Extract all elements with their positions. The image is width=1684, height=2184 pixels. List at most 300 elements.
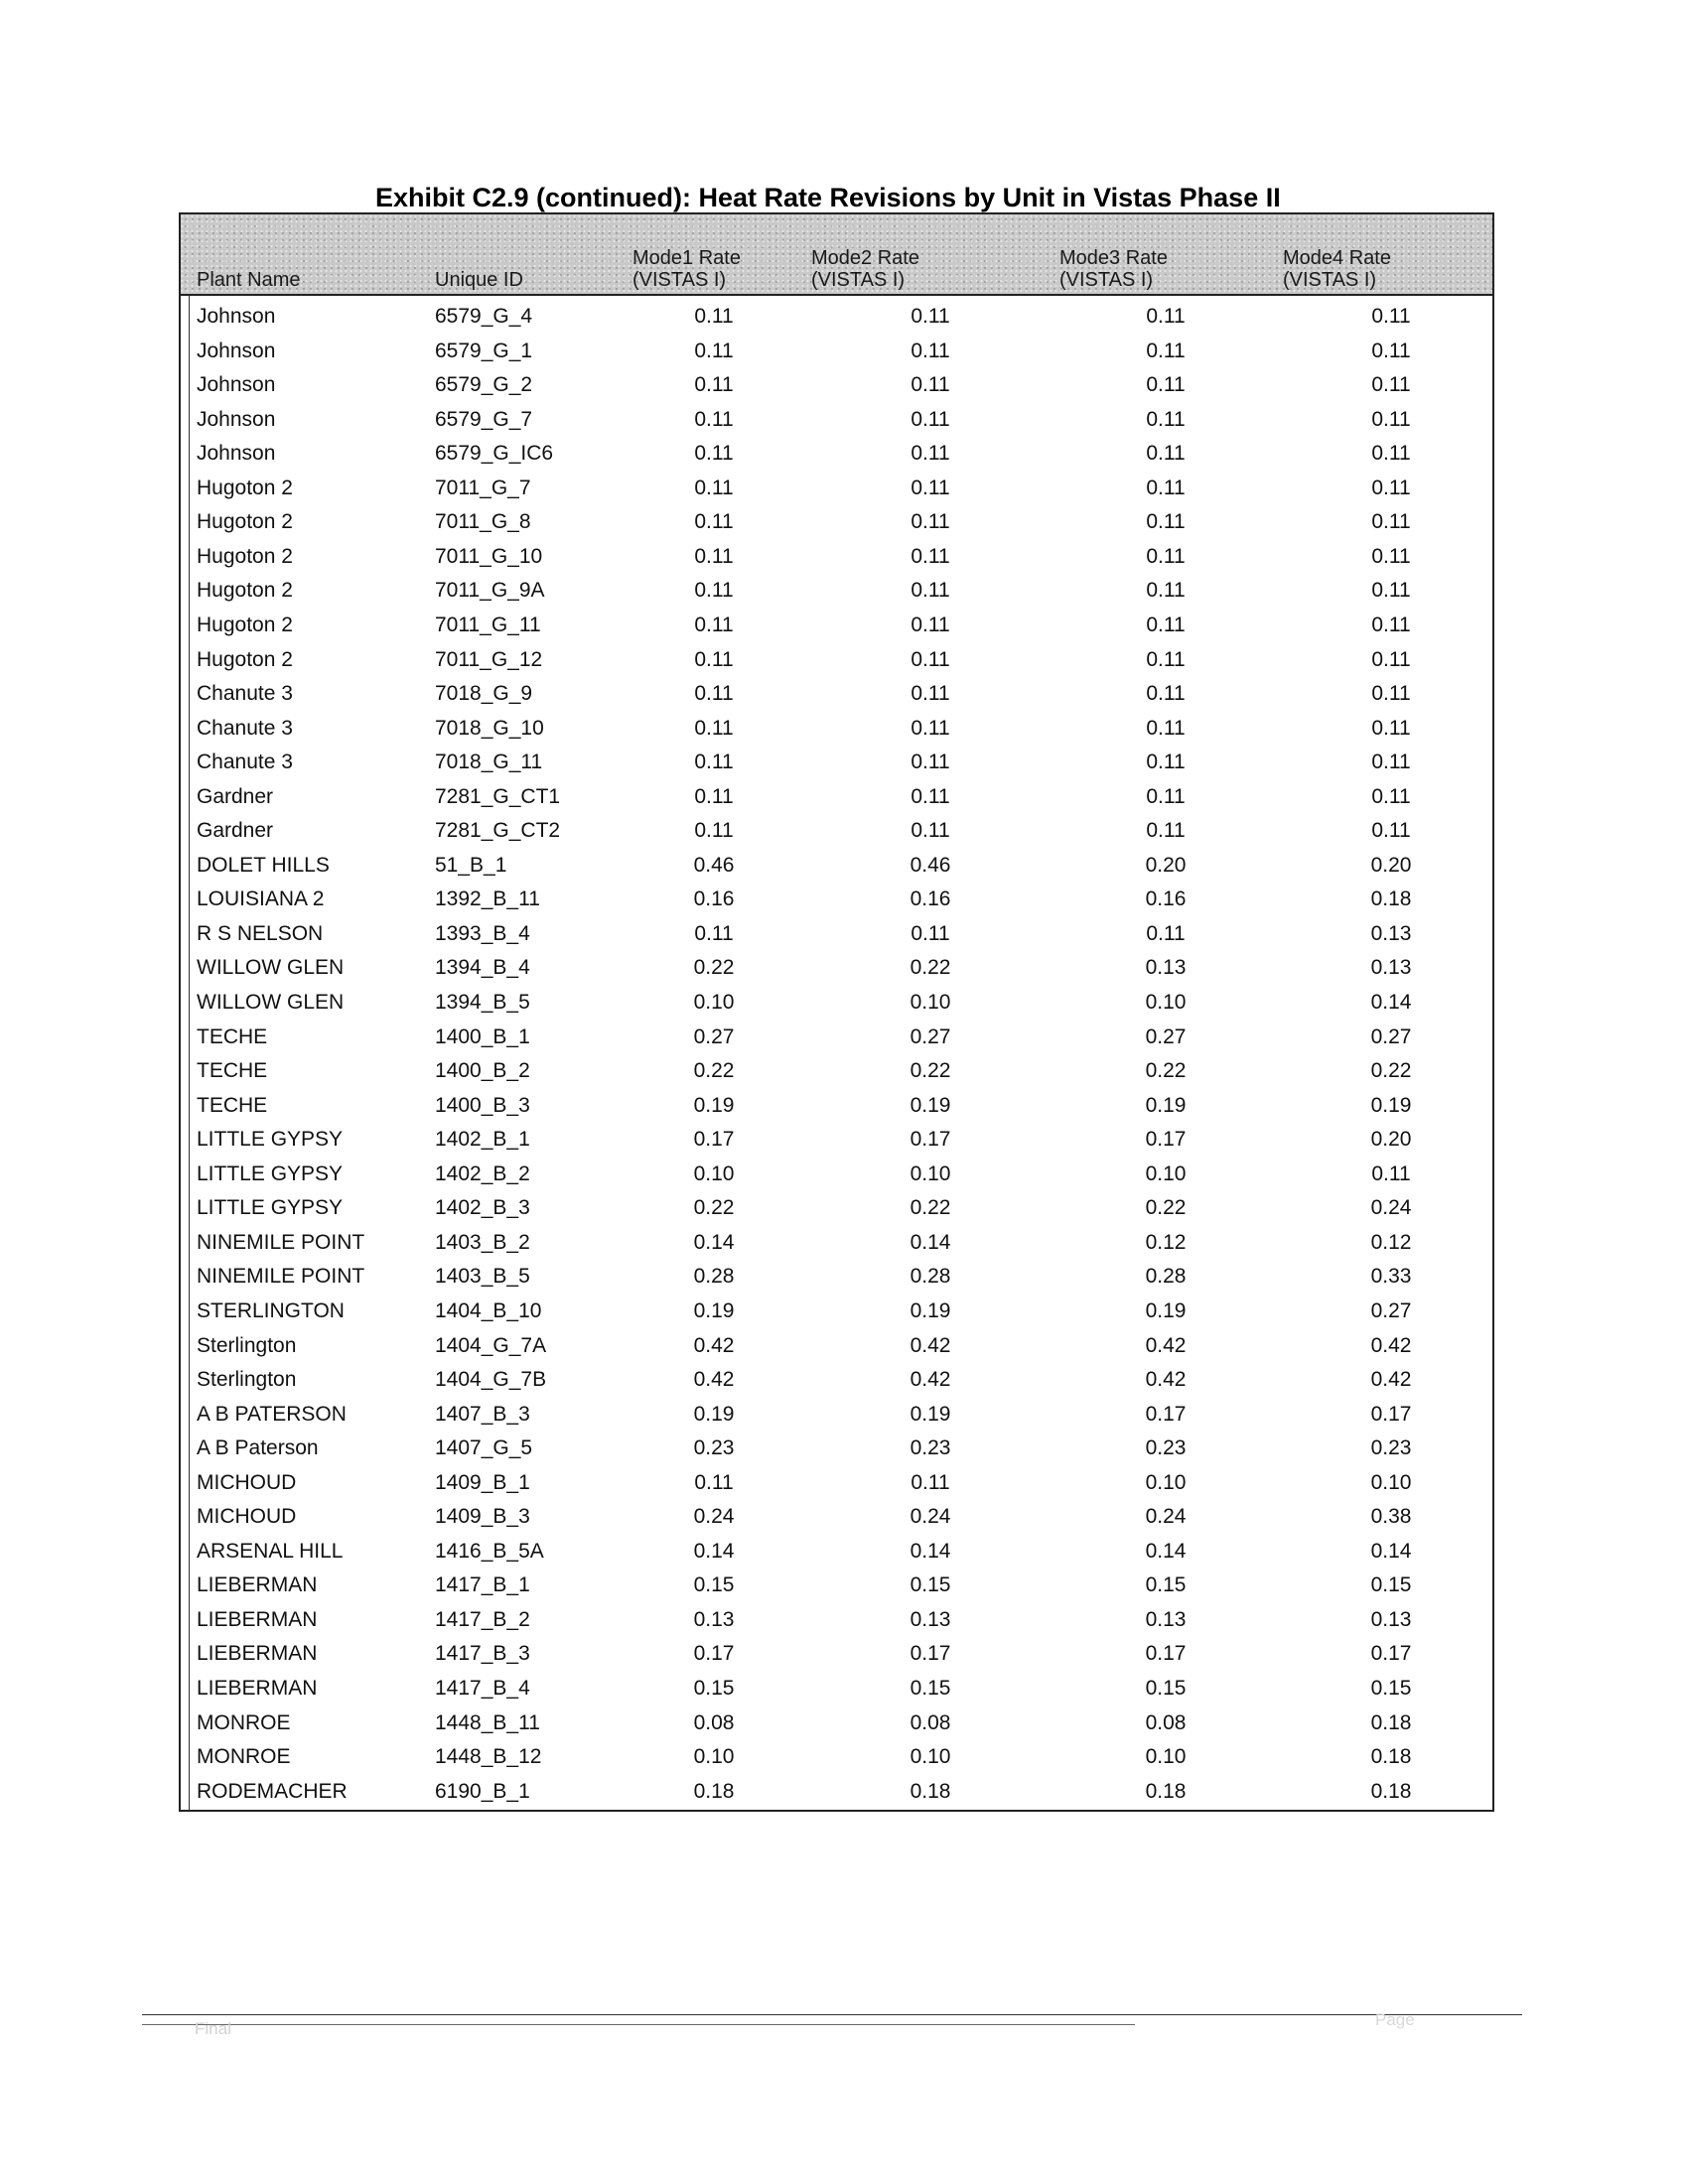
table-header	[181, 214, 1492, 296]
header-mode4-line2: (VISTAS I)	[1283, 269, 1377, 291]
cell-plant-name: LITTLE GYPSY	[197, 1196, 344, 1220]
cell-plant-name: Chanute 3	[197, 682, 293, 706]
cell-mode2-rate: 0.17	[910, 1128, 951, 1152]
cell-unique-id: 1404_G_7A	[435, 1333, 547, 1357]
cell-plant-name: MONROE	[197, 1710, 291, 1734]
cell-mode2-rate: 0.08	[910, 1710, 951, 1734]
cell-unique-id: 51_B_1	[435, 853, 507, 877]
cell-mode2-rate: 0.15	[910, 1677, 951, 1700]
cell-plant-name: Gardner	[197, 819, 274, 843]
cell-mode4-rate: 0.15	[1370, 1677, 1412, 1700]
table-row	[181, 1398, 1492, 1433]
cell-mode2-rate: 0.19	[910, 1298, 951, 1322]
cell-unique-id: 1416_B_5A	[435, 1539, 544, 1563]
cell-mode2-rate: 0.11	[911, 373, 950, 397]
table-row	[181, 1226, 1492, 1261]
cell-mode4-rate: 0.19	[1370, 1093, 1412, 1117]
cell-plant-name: Hugoton 2	[197, 544, 293, 568]
cell-mode4-rate: 0.18	[1370, 1779, 1412, 1803]
cell-mode2-rate: 0.10	[910, 1161, 951, 1185]
cell-mode1-rate: 0.11	[694, 613, 734, 636]
cell-mode1-rate: 0.42	[693, 1333, 735, 1357]
page-title: Exhibit C2.9 (continued): Heat Rate Revisions by Unit in Vistas Phase II	[375, 183, 1281, 212]
cell-unique-id: 1409_B_1	[435, 1470, 530, 1494]
cell-mode2-rate: 0.24	[910, 1505, 951, 1529]
cell-mode4-rate: 0.27	[1370, 1024, 1412, 1048]
cell-plant-name: DOLET HILLS	[197, 853, 330, 877]
cell-mode2-rate: 0.11	[911, 819, 950, 843]
cell-mode1-rate: 0.11	[694, 1470, 734, 1494]
cell-unique-id: 1402_B_1	[435, 1128, 530, 1152]
cell-mode3-rate: 0.11	[1146, 921, 1186, 945]
table-row	[181, 883, 1492, 917]
cell-unique-id: 7011_G_8	[435, 510, 531, 534]
cell-unique-id: 1448_B_11	[435, 1710, 540, 1734]
footer-page-text: Page	[1375, 2010, 1415, 2029]
table-row	[181, 1637, 1492, 1672]
cell-mode3-rate: 0.08	[1145, 1710, 1187, 1734]
cell-plant-name: Johnson	[197, 339, 276, 362]
cell-plant-name: TECHE	[197, 1093, 268, 1117]
cell-mode3-rate: 0.19	[1145, 1298, 1187, 1322]
cell-mode3-rate: 0.11	[1146, 544, 1186, 568]
cell-plant-name: LITTLE GYPSY	[197, 1128, 344, 1152]
cell-plant-name: MICHOUD	[197, 1505, 297, 1529]
cell-plant-name: Gardner	[197, 784, 274, 808]
cell-unique-id: 6579_G_4	[435, 305, 533, 328]
cell-mode3-rate: 0.11	[1146, 784, 1186, 808]
cell-unique-id: 7018_G_10	[435, 716, 544, 740]
cell-mode4-rate: 0.18	[1370, 1745, 1412, 1769]
table-row	[181, 677, 1492, 712]
table-row	[181, 746, 1492, 780]
footer-rule	[142, 2014, 1522, 2015]
cell-unique-id: 1409_B_3	[435, 1505, 530, 1529]
cell-plant-name: RODEMACHER	[197, 1779, 348, 1803]
cell-mode1-rate: 0.46	[693, 853, 735, 877]
cell-plant-name: LIEBERMAN	[197, 1642, 318, 1666]
table-row	[181, 368, 1492, 403]
cell-plant-name: LIEBERMAN	[197, 1677, 318, 1700]
cell-mode4-rate: 0.13	[1370, 1607, 1412, 1631]
cell-mode4-rate: 0.11	[1371, 716, 1411, 740]
cell-unique-id: 1393_B_4	[435, 921, 530, 945]
cell-unique-id: 1404_G_7B	[435, 1368, 547, 1392]
cell-mode3-rate: 0.14	[1145, 1539, 1187, 1563]
cell-unique-id: 7011_G_11	[435, 613, 541, 636]
table-row	[181, 1775, 1492, 1810]
cell-mode2-rate: 0.18	[910, 1779, 951, 1803]
table-row	[181, 609, 1492, 643]
table-row	[181, 1672, 1492, 1706]
table-row	[181, 712, 1492, 747]
cell-mode2-rate: 0.15	[910, 1573, 951, 1597]
header-unique-id: Unique ID	[435, 269, 523, 291]
cell-mode4-rate: 0.10	[1370, 1470, 1412, 1494]
cell-mode1-rate: 0.15	[693, 1573, 735, 1597]
cell-unique-id: 7281_G_CT2	[435, 819, 561, 843]
cell-mode1-rate: 0.11	[694, 784, 734, 808]
cell-unique-id: 7011_G_9A	[435, 579, 545, 603]
cell-mode3-rate: 0.17	[1145, 1128, 1187, 1152]
cell-plant-name: NINEMILE POINT	[197, 1265, 365, 1289]
table-row	[181, 1363, 1492, 1398]
cell-plant-name: MICHOUD	[197, 1470, 297, 1494]
table-row	[181, 403, 1492, 438]
cell-plant-name: Johnson	[197, 442, 276, 466]
cell-unique-id: 1448_B_12	[435, 1745, 542, 1769]
cell-mode3-rate: 0.11	[1146, 579, 1186, 603]
cell-unique-id: 1417_B_2	[435, 1607, 530, 1631]
cell-unique-id: 7011_G_10	[435, 544, 543, 568]
cell-mode2-rate: 0.22	[910, 956, 951, 980]
cell-mode1-rate: 0.19	[693, 1298, 735, 1322]
cell-plant-name: MONROE	[197, 1745, 291, 1769]
cell-plant-name: STERLINGTON	[197, 1298, 345, 1322]
cell-plant-name: Sterlington	[197, 1333, 297, 1357]
cell-mode2-rate: 0.11	[911, 613, 950, 636]
cell-mode3-rate: 0.11	[1146, 407, 1186, 431]
cell-unique-id: 1417_B_1	[435, 1573, 530, 1597]
cell-mode2-rate: 0.11	[911, 305, 950, 328]
cell-mode3-rate: 0.11	[1146, 819, 1186, 843]
table-row	[181, 540, 1492, 575]
cell-mode3-rate: 0.11	[1146, 751, 1186, 774]
cell-mode4-rate: 0.23	[1370, 1436, 1412, 1460]
cell-mode3-rate: 0.11	[1146, 442, 1186, 466]
cell-mode2-rate: 0.11	[911, 544, 950, 568]
cell-unique-id: 1404_B_10	[435, 1298, 542, 1322]
cell-mode2-rate: 0.28	[910, 1265, 951, 1289]
cell-mode4-rate: 0.14	[1370, 991, 1412, 1014]
cell-unique-id: 1407_G_5	[435, 1436, 533, 1460]
cell-mode1-rate: 0.19	[693, 1402, 735, 1426]
cell-mode3-rate: 0.27	[1145, 1024, 1187, 1048]
cell-mode3-rate: 0.16	[1145, 887, 1187, 911]
cell-plant-name: R S NELSON	[197, 921, 324, 945]
cell-plant-name: WILLOW GLEN	[197, 991, 345, 1014]
cell-mode4-rate: 0.13	[1370, 921, 1412, 945]
table-row	[181, 1021, 1492, 1055]
cell-mode1-rate: 0.11	[694, 373, 734, 397]
cell-unique-id: 1394_B_4	[435, 956, 530, 980]
cell-plant-name: Chanute 3	[197, 716, 293, 740]
header-mode3-line1: Mode3 Rate	[1059, 247, 1168, 269]
cell-unique-id: 1400_B_1	[435, 1024, 530, 1048]
table-row	[181, 780, 1492, 815]
cell-unique-id: 7018_G_9	[435, 682, 533, 706]
cell-mode4-rate: 0.27	[1370, 1298, 1412, 1322]
cell-mode4-rate: 0.11	[1371, 613, 1411, 636]
cell-plant-name: Chanute 3	[197, 751, 293, 774]
cell-plant-name: WILLOW GLEN	[197, 956, 345, 980]
table-row	[181, 951, 1492, 986]
cell-mode4-rate: 0.11	[1371, 682, 1411, 706]
cell-unique-id: 1400_B_2	[435, 1059, 530, 1083]
table-row	[181, 1535, 1492, 1570]
cell-mode3-rate: 0.28	[1145, 1265, 1187, 1289]
cell-mode4-rate: 0.17	[1370, 1402, 1412, 1426]
table-row	[181, 1123, 1492, 1158]
cell-mode2-rate: 0.11	[911, 751, 950, 774]
cell-mode3-rate: 0.19	[1145, 1093, 1187, 1117]
cell-mode2-rate: 0.11	[911, 1470, 950, 1494]
cell-mode3-rate: 0.11	[1146, 373, 1186, 397]
table-row	[181, 1706, 1492, 1741]
cell-mode1-rate: 0.11	[694, 510, 734, 534]
cell-mode3-rate: 0.11	[1146, 476, 1186, 499]
cell-mode4-rate: 0.33	[1370, 1265, 1412, 1289]
cell-mode4-rate: 0.11	[1371, 819, 1411, 843]
cell-mode2-rate: 0.10	[910, 1745, 951, 1769]
cell-mode4-rate: 0.11	[1371, 647, 1411, 671]
table-row	[181, 437, 1492, 472]
cell-mode1-rate: 0.11	[694, 339, 734, 362]
cell-mode1-rate: 0.11	[694, 544, 734, 568]
cell-mode4-rate: 0.11	[1371, 510, 1411, 534]
cell-mode2-rate: 0.11	[911, 442, 950, 466]
cell-mode2-rate: 0.11	[911, 579, 950, 603]
cell-mode1-rate: 0.11	[694, 305, 734, 328]
cell-plant-name: Sterlington	[197, 1368, 297, 1392]
cell-unique-id: 1403_B_5	[435, 1265, 530, 1289]
cell-mode2-rate: 0.42	[910, 1333, 951, 1357]
cell-plant-name: A B PATERSON	[197, 1402, 347, 1426]
cell-mode4-rate: 0.42	[1370, 1333, 1412, 1357]
cell-mode4-rate: 0.24	[1370, 1196, 1412, 1220]
cell-plant-name: NINEMILE POINT	[197, 1230, 365, 1254]
cell-unique-id: 1417_B_3	[435, 1642, 530, 1666]
cell-mode1-rate: 0.11	[694, 751, 734, 774]
cell-mode2-rate: 0.11	[911, 921, 950, 945]
cell-unique-id: 1407_B_3	[435, 1402, 530, 1426]
table-row	[181, 1191, 1492, 1226]
table-body	[181, 294, 1492, 1810]
cell-mode4-rate: 0.11	[1371, 339, 1411, 362]
cell-mode2-rate: 0.19	[910, 1093, 951, 1117]
heat-rate-table	[179, 212, 1494, 1812]
cell-mode4-rate: 0.18	[1370, 1710, 1412, 1734]
cell-mode2-rate: 0.11	[911, 682, 950, 706]
footer-rule-secondary	[142, 2024, 1135, 2025]
cell-mode2-rate: 0.46	[910, 853, 951, 877]
table-row	[181, 1740, 1492, 1775]
cell-mode1-rate: 0.19	[693, 1093, 735, 1117]
table-row	[181, 1466, 1492, 1501]
header-mode2-line1: Mode2 Rate	[811, 247, 919, 269]
cell-mode3-rate: 0.11	[1146, 339, 1186, 362]
cell-mode3-rate: 0.10	[1145, 991, 1187, 1014]
cell-unique-id: 7018_G_11	[435, 751, 543, 774]
cell-mode4-rate: 0.20	[1370, 853, 1412, 877]
table-row	[181, 1158, 1492, 1192]
cell-mode1-rate: 0.14	[693, 1539, 735, 1563]
table-row	[181, 1089, 1492, 1124]
cell-mode3-rate: 0.20	[1145, 853, 1187, 877]
cell-plant-name: LIEBERMAN	[197, 1573, 318, 1597]
cell-unique-id: 6579_G_2	[435, 373, 533, 397]
cell-plant-name: TECHE	[197, 1059, 268, 1083]
cell-mode4-rate: 0.11	[1371, 407, 1411, 431]
table-row	[181, 849, 1492, 884]
table-row	[181, 505, 1492, 540]
footer-file-text: Final	[195, 2019, 231, 2038]
cell-plant-name: Johnson	[197, 373, 276, 397]
table-row	[181, 1295, 1492, 1329]
cell-mode3-rate: 0.13	[1145, 1607, 1187, 1631]
cell-mode4-rate: 0.11	[1371, 784, 1411, 808]
cell-mode2-rate: 0.11	[911, 510, 950, 534]
cell-mode3-rate: 0.12	[1145, 1230, 1187, 1254]
table-row	[181, 986, 1492, 1021]
cell-mode2-rate: 0.11	[911, 716, 950, 740]
cell-mode2-rate: 0.11	[911, 647, 950, 671]
cell-plant-name: A B Paterson	[197, 1436, 319, 1460]
cell-mode4-rate: 0.17	[1370, 1642, 1412, 1666]
table-row	[181, 300, 1492, 335]
cell-unique-id: 6579_G_7	[435, 407, 533, 431]
cell-unique-id: 7011_G_12	[435, 647, 543, 671]
cell-mode1-rate: 0.22	[693, 1196, 735, 1220]
cell-mode4-rate: 0.11	[1371, 751, 1411, 774]
cell-mode3-rate: 0.17	[1145, 1402, 1187, 1426]
cell-unique-id: 6579_G_IC6	[435, 442, 554, 466]
cell-mode4-rate: 0.20	[1370, 1128, 1412, 1152]
table-row	[181, 1260, 1492, 1295]
header-mode2-line2: (VISTAS I)	[811, 269, 906, 291]
cell-mode1-rate: 0.17	[693, 1128, 735, 1152]
cell-mode2-rate: 0.11	[911, 407, 950, 431]
cell-plant-name: TECHE	[197, 1024, 268, 1048]
cell-plant-name: Johnson	[197, 407, 276, 431]
cell-mode3-rate: 0.11	[1146, 305, 1186, 328]
cell-unique-id: 1400_B_3	[435, 1093, 530, 1117]
cell-mode2-rate: 0.10	[910, 991, 951, 1014]
cell-mode4-rate: 0.14	[1370, 1539, 1412, 1563]
cell-mode1-rate: 0.11	[694, 407, 734, 431]
cell-mode4-rate: 0.38	[1370, 1505, 1412, 1529]
cell-mode1-rate: 0.10	[693, 1161, 735, 1185]
cell-unique-id: 1417_B_4	[435, 1677, 530, 1700]
cell-mode3-rate: 0.23	[1145, 1436, 1187, 1460]
cell-mode3-rate: 0.10	[1145, 1470, 1187, 1494]
cell-mode2-rate: 0.22	[910, 1059, 951, 1083]
cell-plant-name: LIEBERMAN	[197, 1607, 318, 1631]
cell-mode2-rate: 0.11	[911, 476, 950, 499]
cell-unique-id: 7281_G_CT1	[435, 784, 561, 808]
cell-unique-id: 6579_G_1	[435, 339, 533, 362]
cell-unique-id: 6190_B_1	[435, 1779, 530, 1803]
header-mode4-line1: Mode4 Rate	[1283, 247, 1391, 269]
cell-mode3-rate: 0.15	[1145, 1677, 1187, 1700]
cell-plant-name: LOUISIANA 2	[197, 887, 325, 911]
cell-mode1-rate: 0.14	[693, 1230, 735, 1254]
cell-mode2-rate: 0.17	[910, 1642, 951, 1666]
cell-mode1-rate: 0.11	[694, 682, 734, 706]
cell-mode1-rate: 0.11	[694, 819, 734, 843]
header-mode1-line1: Mode1 Rate	[632, 247, 741, 269]
table-row	[181, 1054, 1492, 1089]
cell-mode3-rate: 0.11	[1146, 716, 1186, 740]
cell-mode3-rate: 0.11	[1146, 613, 1186, 636]
cell-mode3-rate: 0.22	[1145, 1196, 1187, 1220]
table-row	[181, 643, 1492, 678]
cell-mode2-rate: 0.14	[910, 1539, 951, 1563]
cell-mode1-rate: 0.11	[694, 579, 734, 603]
cell-mode4-rate: 0.11	[1371, 476, 1411, 499]
cell-mode3-rate: 0.10	[1145, 1745, 1187, 1769]
cell-mode3-rate: 0.18	[1145, 1779, 1187, 1803]
cell-mode2-rate: 0.42	[910, 1368, 951, 1392]
cell-mode3-rate: 0.22	[1145, 1059, 1187, 1083]
cell-mode4-rate: 0.11	[1371, 373, 1411, 397]
cell-mode1-rate: 0.13	[693, 1607, 735, 1631]
cell-mode3-rate: 0.13	[1145, 956, 1187, 980]
table-row	[181, 917, 1492, 952]
cell-mode1-rate: 0.42	[693, 1368, 735, 1392]
cell-mode4-rate: 0.11	[1371, 442, 1411, 466]
cell-mode1-rate: 0.22	[693, 1059, 735, 1083]
header-mode3-line2: (VISTAS I)	[1059, 269, 1154, 291]
cell-mode2-rate: 0.13	[910, 1607, 951, 1631]
cell-plant-name: ARSENAL HILL	[197, 1539, 344, 1563]
table-row	[181, 1603, 1492, 1638]
cell-mode2-rate: 0.16	[910, 887, 951, 911]
cell-plant-name: Hugoton 2	[197, 510, 293, 534]
cell-plant-name: Johnson	[197, 305, 276, 328]
cell-plant-name: Hugoton 2	[197, 647, 293, 671]
cell-mode2-rate: 0.22	[910, 1196, 951, 1220]
table-row	[181, 574, 1492, 609]
cell-mode2-rate: 0.27	[910, 1024, 951, 1048]
table-row	[181, 1500, 1492, 1535]
cell-mode1-rate: 0.08	[693, 1710, 735, 1734]
cell-mode1-rate: 0.11	[694, 921, 734, 945]
cell-plant-name: LITTLE GYPSY	[197, 1161, 344, 1185]
cell-mode1-rate: 0.11	[694, 647, 734, 671]
cell-mode1-rate: 0.22	[693, 956, 735, 980]
cell-mode2-rate: 0.14	[910, 1230, 951, 1254]
cell-mode4-rate: 0.18	[1370, 887, 1412, 911]
cell-mode1-rate: 0.10	[693, 991, 735, 1014]
cell-mode1-rate: 0.23	[693, 1436, 735, 1460]
cell-unique-id: 1402_B_2	[435, 1161, 530, 1185]
cell-mode4-rate: 0.22	[1370, 1059, 1412, 1083]
cell-mode2-rate: 0.23	[910, 1436, 951, 1460]
cell-unique-id: 1402_B_3	[435, 1196, 530, 1220]
cell-mode3-rate: 0.17	[1145, 1642, 1187, 1666]
cell-mode2-rate: 0.19	[910, 1402, 951, 1426]
cell-mode2-rate: 0.11	[911, 339, 950, 362]
cell-mode4-rate: 0.42	[1370, 1368, 1412, 1392]
table-row	[181, 1569, 1492, 1603]
cell-mode4-rate: 0.15	[1370, 1573, 1412, 1597]
cell-mode3-rate: 0.24	[1145, 1505, 1187, 1529]
cell-mode3-rate: 0.10	[1145, 1161, 1187, 1185]
cell-mode4-rate: 0.11	[1371, 579, 1411, 603]
cell-mode1-rate: 0.16	[693, 887, 735, 911]
cell-mode1-rate: 0.11	[694, 476, 734, 499]
cell-mode4-rate: 0.11	[1371, 1161, 1411, 1185]
cell-mode3-rate: 0.15	[1145, 1573, 1187, 1597]
cell-plant-name: Hugoton 2	[197, 613, 293, 636]
cell-mode1-rate: 0.15	[693, 1677, 735, 1700]
table-row	[181, 1432, 1492, 1466]
table-row	[181, 335, 1492, 369]
cell-mode3-rate: 0.11	[1146, 510, 1186, 534]
cell-mode3-rate: 0.11	[1146, 682, 1186, 706]
cell-mode4-rate: 0.13	[1370, 956, 1412, 980]
